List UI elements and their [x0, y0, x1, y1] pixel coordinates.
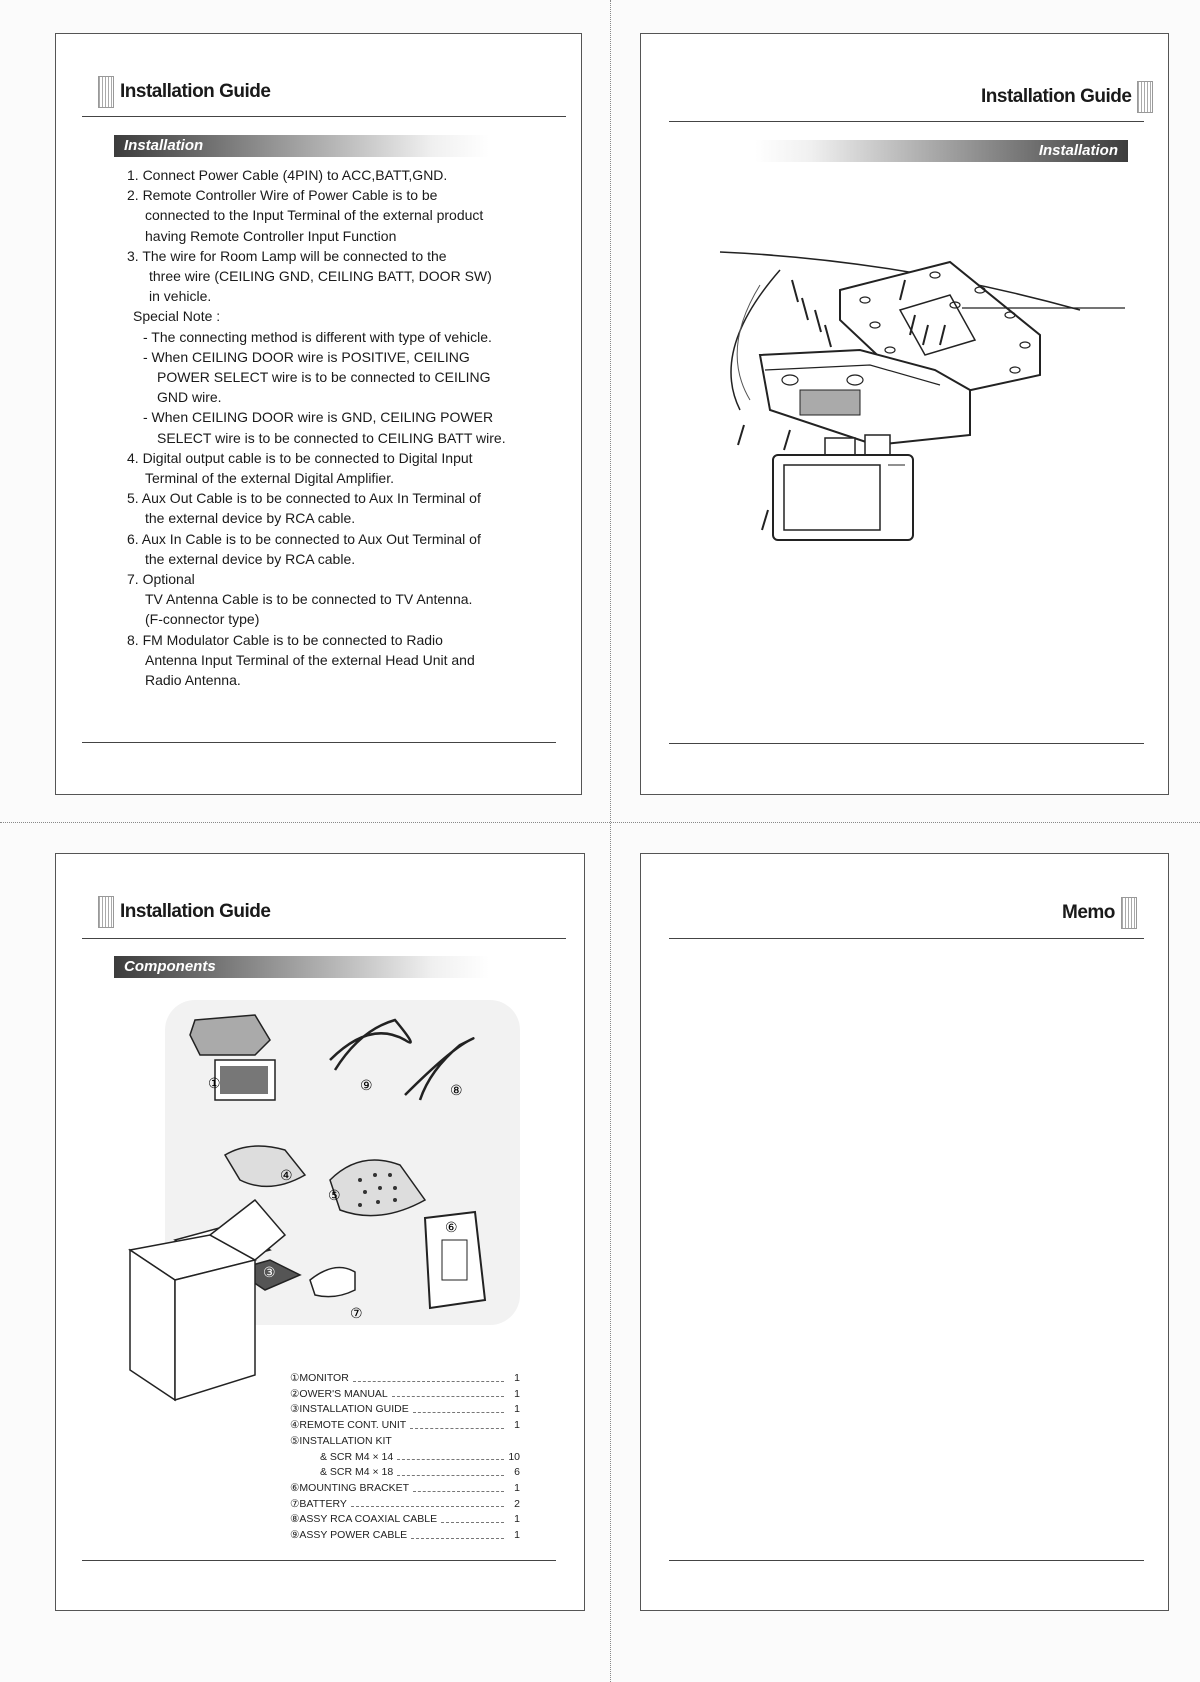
footer-rule [82, 1560, 556, 1561]
component-label: ③INSTALLATION GUIDE [290, 1403, 409, 1416]
installation-instructions [127, 165, 547, 690]
leader-dashes [411, 1528, 504, 1539]
leader-dashes [441, 1512, 504, 1523]
page1-title-block [98, 76, 276, 108]
instruction-line: the external device by RCA cable. [145, 550, 356, 567]
component-quantity: 10 [508, 1450, 520, 1463]
component-quantity: 1 [514, 1372, 520, 1384]
instruction-line: - The connecting method is different with type of vehicle. [143, 328, 492, 345]
section-header-components: Components [114, 956, 489, 978]
component-label: ④REMOTE CONT. UNIT [290, 1419, 407, 1432]
leader-dashes [410, 1418, 504, 1429]
instruction-line: 7. Optional [127, 571, 195, 588]
title-bar-decoration [98, 896, 114, 928]
instruction-line: having Remote Controller Input Function [145, 227, 397, 244]
component-row [290, 1402, 520, 1418]
memo-title: Memo [1062, 902, 1115, 923]
component-row [290, 1512, 520, 1528]
instruction-line: Terminal of the external Digital Amplifier. [145, 470, 394, 487]
instruction-line: Radio Antenna. [145, 672, 241, 689]
component-label: ⑦BATTERY [290, 1497, 347, 1510]
instruction-line: connected to the Input Terminal of the external product [145, 207, 484, 224]
header-rule [82, 116, 566, 117]
page-title: Installation Guide [981, 86, 1132, 107]
component-label: & SCR M4 × 18 [320, 1466, 394, 1479]
component-label: ⑧ASSY RCA COAXIAL CABLE [290, 1513, 438, 1526]
header-rule [669, 121, 1144, 122]
leader-dashes [351, 1497, 504, 1508]
component-quantity [508, 1434, 520, 1450]
instruction-line: (F-connector type) [145, 611, 260, 628]
vertical-fold-line [610, 0, 611, 1682]
header-rule [82, 938, 566, 939]
leader-dashes [397, 1450, 504, 1461]
instruction-line: TV Antenna Cable is to be connected to TV Antenna. [145, 591, 473, 608]
photo-label-1: ① [208, 1077, 221, 1092]
instruction-line: in vehicle. [149, 288, 212, 305]
photo-label-8: ⑧ [450, 1084, 463, 1099]
photo-label-6: ⑥ [445, 1221, 458, 1236]
component-row [290, 1450, 520, 1466]
page-title: Installation Guide [120, 81, 271, 102]
components-list [290, 1371, 520, 1544]
installation-diagram [700, 240, 1130, 600]
footer-rule [669, 743, 1144, 744]
component-row [290, 1371, 520, 1387]
component-quantity: 6 [514, 1466, 520, 1479]
leader-dashes [397, 1465, 504, 1476]
photo-label-3: ③ [263, 1266, 276, 1281]
leader-dashes [353, 1371, 504, 1382]
component-label: & SCR M4 × 14 [320, 1450, 394, 1463]
instruction-line: Special Note : [133, 308, 221, 325]
photo-label-4: ④ [280, 1169, 293, 1184]
instruction-line: 6. Aux In Cable is to be connected to Aux Out Terminal of [127, 530, 481, 547]
footer-rule [669, 1560, 1144, 1561]
component-quantity: 1 [514, 1403, 520, 1416]
component-row [290, 1528, 520, 1544]
instruction-line: GND wire. [157, 389, 222, 406]
component-label: ⑥MOUNTING BRACKET [290, 1481, 410, 1494]
footer-rule [82, 742, 556, 743]
instruction-line: the external device by RCA cable. [145, 510, 356, 527]
instruction-line: POWER SELECT wire is to be connected to CEILING [157, 369, 491, 386]
component-row [290, 1418, 520, 1434]
component-row [290, 1387, 520, 1403]
component-quantity: 2 [514, 1497, 520, 1510]
instruction-line: SELECT wire is to be connected to CEILING BATT wire. [157, 429, 506, 446]
component-label: ⑤INSTALLATION KIT [290, 1434, 392, 1447]
instruction-line: 1. Connect Power Cable (4PIN) to ACC,BATT,GND. [127, 167, 448, 183]
components-photo [120, 1000, 530, 1405]
component-quantity: 1 [514, 1513, 520, 1526]
component-row [290, 1434, 520, 1450]
component-label: ⑨ASSY POWER CABLE [290, 1529, 408, 1542]
title-bar-decoration [98, 76, 114, 108]
page2-title-block [975, 81, 1153, 113]
instruction-line: - When CEILING DOOR wire is POSITIVE, CEILING [143, 348, 470, 365]
page-title: Installation Guide [120, 901, 271, 922]
component-quantity: 1 [514, 1529, 520, 1542]
leader-dashes [413, 1481, 504, 1492]
instruction-line: 2. Remote Controller Wire of Power Cable is to be [127, 187, 438, 204]
component-label: ①MONITOR [290, 1372, 349, 1384]
horizontal-fold-line [0, 822, 1200, 823]
component-row [290, 1481, 520, 1497]
section-header-installation: Installation [114, 135, 489, 157]
photo-label-5: ⑤ [328, 1189, 341, 1204]
instruction-line: three wire (CEILING GND, CEILING BATT, DOOR SW) [149, 268, 492, 285]
component-quantity: 1 [514, 1481, 520, 1494]
title-bar-decoration [1137, 81, 1153, 113]
component-row [290, 1465, 520, 1481]
photo-label-7: ⑦ [350, 1307, 363, 1322]
instruction-line: 8. FM Modulator Cable is to be connected to Radio [127, 631, 443, 648]
photo-label-9: ⑨ [360, 1079, 373, 1094]
instruction-line: Antenna Input Terminal of the external Head Unit and [145, 651, 475, 668]
component-label: ②OWER'S MANUAL [290, 1387, 388, 1400]
leader-dashes [396, 1434, 504, 1445]
header-rule [669, 938, 1144, 939]
component-quantity: 1 [514, 1419, 520, 1432]
instruction-line: 4. Digital output cable is to be connected to Digital Input [127, 449, 473, 466]
leader-dashes [392, 1387, 504, 1398]
component-quantity: 1 [514, 1387, 520, 1400]
instruction-line: 3. The wire for Room Lamp will be connected to the [127, 247, 447, 264]
title-bar-decoration [1121, 897, 1137, 929]
instruction-line: 5. Aux Out Cable is to be connected to Aux In Terminal of [127, 490, 481, 507]
leader-dashes [413, 1402, 504, 1413]
component-row [290, 1497, 520, 1513]
page-memo [640, 853, 1169, 1611]
instruction-line: - When CEILING DOOR wire is GND, CEILING POWER [143, 409, 494, 426]
section-header-installation: Installation [755, 140, 1128, 162]
page4-title-block [1056, 897, 1137, 929]
page3-title-block [98, 896, 276, 928]
